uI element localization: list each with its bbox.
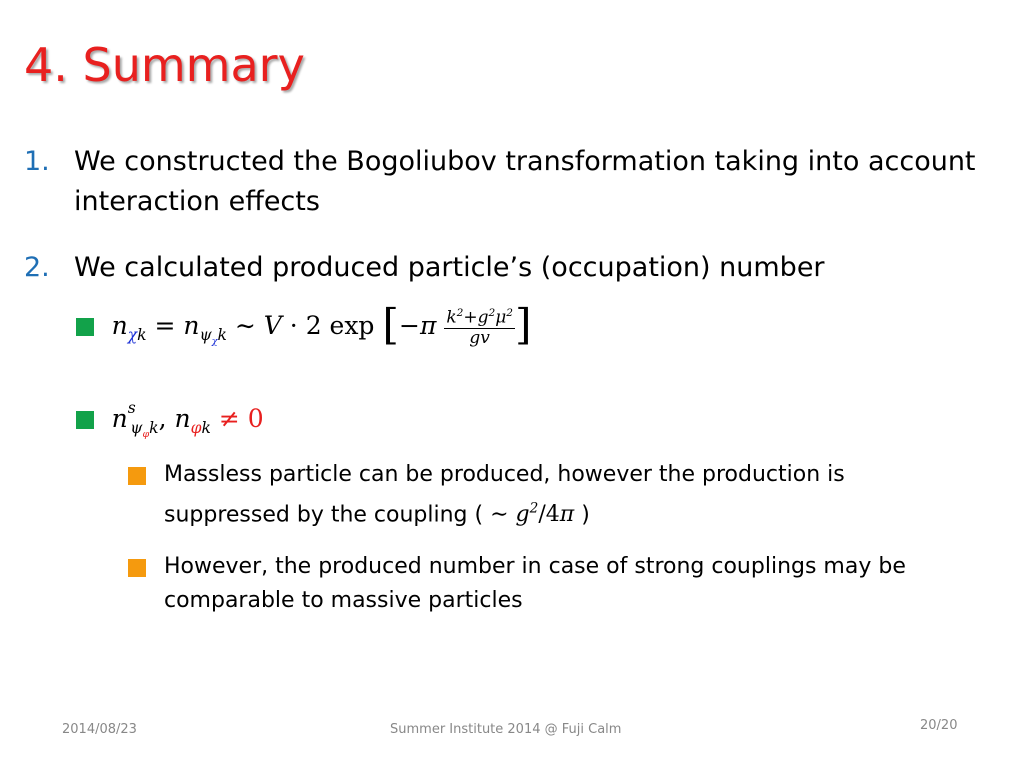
item-text-2: We calculated produced particle’s (occupation) number (74, 252, 825, 283)
note-text-1: Massless particle can be produced, however the production is suppressed by the coupling ( (164, 462, 845, 528)
orange-square-icon (128, 559, 146, 577)
item-number-2: 2. (24, 252, 50, 283)
massless-number-formula: $n^s_{\psi_\varphi k}$, $n_{\varphi k} \ne 0$ (111, 399, 264, 441)
note-item-2 (128, 550, 958, 620)
note-item-1 (128, 458, 958, 528)
list-item-1 (24, 142, 1014, 222)
footer-date: 2014/08/23 (62, 722, 137, 737)
item-number-1: 1. (24, 146, 50, 177)
formula-bullet-2 (76, 388, 264, 455)
item-text-1: We constructed the Bogoliubov transformation taking into account interaction effects (74, 146, 976, 217)
footer-event: Summer Institute 2014 @ Fuji Calm (390, 722, 622, 737)
occupation-number-formula: $n_{\chi k} = n_{\psi_\chi k}$ ∼ V · 2 exp [−π $\frac{k^2+g^2\mu^2}{gv}$ ] (111, 301, 532, 351)
green-square-icon (76, 318, 94, 336)
slide-title: 4. Summary (24, 38, 305, 92)
coupling-formula: ∼ $g^2/4\pi$ (490, 501, 575, 528)
orange-square-icon (128, 467, 146, 485)
footer-page-number: 20/20 (920, 718, 958, 733)
note-text-2: However, the produced number in case of strong couplings may be comparable to massive particles (164, 554, 906, 613)
green-square-icon (76, 411, 94, 429)
formula-bullet-1 (76, 301, 532, 362)
list-item-2 (24, 248, 1014, 288)
note-text-1-close: ) (581, 502, 590, 528)
